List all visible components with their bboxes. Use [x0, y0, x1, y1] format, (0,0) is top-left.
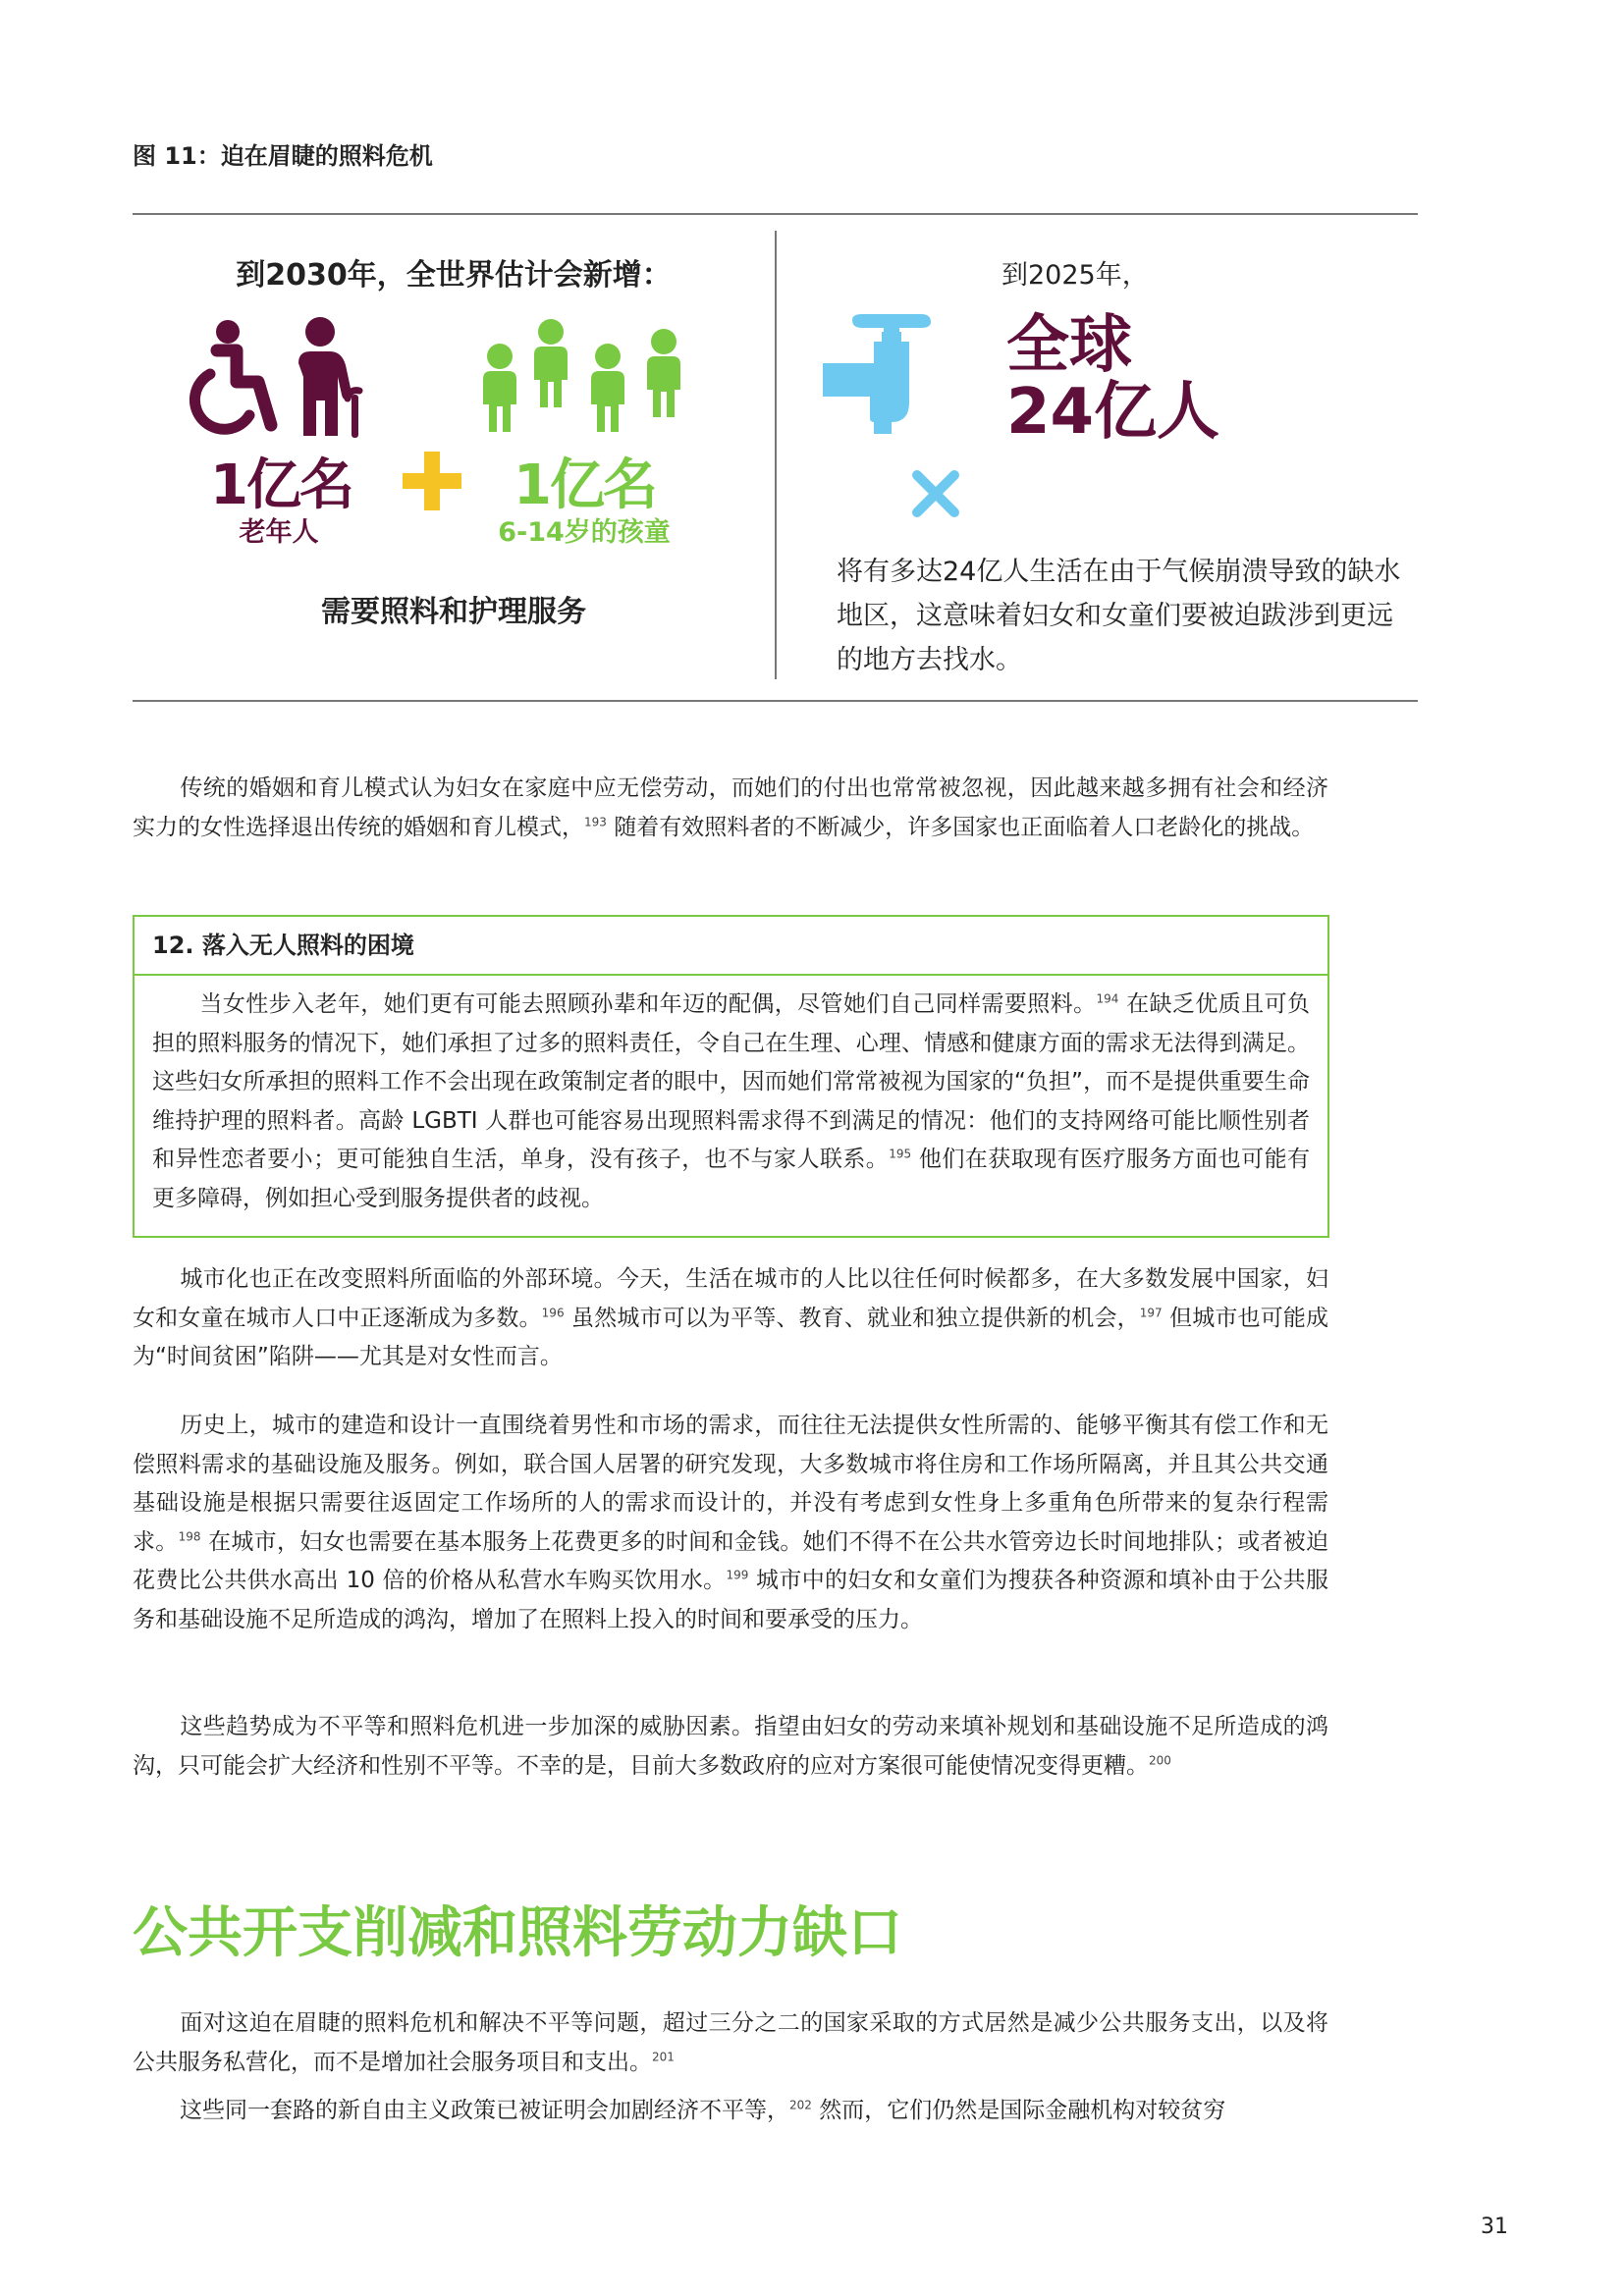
figure-right-date: 到2025年，: [1001, 260, 1149, 291]
paragraph-text: 面对这迫在眉睫的照料危机和解决不平等问题，超过三分之二的国家采取的方式居然是减少公共服务支出，以及将公共服务私营化，而不是增加社会服务项目和支出。: [133, 2010, 1328, 2075]
paragraph-5: [133, 2004, 1328, 2082]
box-text: 在缺乏优质且可负担的照料服务的情况下，她们承担了过多的照料责任，令自己在生理、心理、情感和健康方面的需求无法得到满足。这些妇女所承担的照料工作不会出现在政策制定者的眼中，因而她们常常被视为国家的“负担”，而不是提供重要生命维持护理的照料者。高龄 LGBTI 人群也可能容易出现照料需求得不到满足的情况：他们的支持网络可能比顺性别者和异性恋者要小；更可能独自生活，单身，没有孩子，也不与家人联系。: [152, 991, 1310, 1172]
child-icon: [587, 344, 628, 434]
figure-right-big-line1: 全球: [1006, 309, 1132, 382]
footnote-ref: 197: [1139, 1305, 1163, 1319]
footnote-ref: 199: [726, 1568, 749, 1582]
footnote-ref: 196: [541, 1305, 565, 1319]
paragraph-text: 城市中的妇女和女童们为搜获各种资源和填补由于公共服务和基础设施不足所造成的鸿沟，增加了在照料上投入的时间和要承受的压力。: [133, 1568, 1328, 1632]
case-box-title: 12. 落入无人照料的困境: [135, 917, 1327, 976]
paragraph-text: 然而，它们仍然是国际金融机构对较贫穷: [811, 2098, 1226, 2123]
footnote-ref: 195: [889, 1147, 912, 1161]
child-icon: [479, 344, 520, 434]
paragraph-text: 随着有效照料者的不断减少，许多国家也正面临着人口老龄化的挑战。: [606, 814, 1315, 840]
elderly-label: 老年人: [239, 517, 319, 548]
paragraph-text: 传统的婚姻和育儿模式认为妇女在家庭中应无偿劳动，而她们的付出也常常被忽视，因此越来越多拥有社会和经济实力的女性选择退出传统的婚姻和育儿模式，: [133, 775, 1328, 840]
footnote-ref: 194: [1096, 991, 1119, 1006]
paragraph-text: 历史上，城市的建造和设计一直围绕着男性和市场的需求，而往往无法提供女性所需的、能够平衡其有偿工作和无偿照料需求的基础设施及服务。例如，联合国人居署的研究发现，大多数城市将住房和工作场所隔离，并且其公共交通基础设施是根据只需要往返固定工作场所的人的需求而设计的，并没有考虑到女性身上多重角色所带来的复杂行程需求。: [133, 1413, 1328, 1555]
paragraph-text: 在城市，妇女也需要在基本服务上花费更多的时间和金钱。她们不得不在公共水管旁边长时间地排队；或者被迫花费比公共供水高出 10 倍的价格从私营水车购买饮用水。: [133, 1528, 1329, 1593]
section-title: 公共开支削减和照料劳动力缺口: [133, 1901, 902, 1965]
paragraph-text: 这些趋势成为不平等和照料危机进一步加深的威胁因素。指望由妇女的劳动来填补规划和基础设施不足所造成的鸿沟，只可能会扩大经济和性别不平等。不幸的是，目前大多数政府的应对方案很可能使情况变得更糟。: [133, 1714, 1328, 1779]
figure-right-big-line2: 24亿人: [1006, 376, 1220, 449]
figure-top-rule: [133, 213, 1418, 215]
footnote-ref: 198: [178, 1528, 201, 1543]
paragraph-4: [133, 1708, 1328, 1786]
figure-divider: [775, 231, 777, 679]
child-icon: [530, 319, 571, 409]
paragraph-text: 虽然城市可以为平等、教育、就业和独立提供新的机会，: [564, 1305, 1140, 1331]
box-text: 他们在获取现有医疗服务方面也可能有更多障碍，例如担心受到服务提供者的歧视。: [152, 1147, 1311, 1211]
cross-icon: [911, 469, 960, 518]
paragraph-3: [133, 1407, 1328, 1639]
paragraph-1: [133, 770, 1328, 847]
paragraph-text: 这些同一套路的新自由主义政策已被证明会加剧经济不平等，: [180, 2098, 789, 2123]
paragraph-2: [133, 1260, 1328, 1377]
footnote-ref: 201: [652, 2049, 675, 2063]
figure-bottom-rule: [133, 700, 1418, 702]
plus-icon: [403, 452, 461, 510]
children-label: 6-14岁的孩童: [498, 517, 671, 548]
footnote-ref: 200: [1149, 1752, 1171, 1767]
case-box-body: [135, 976, 1327, 1218]
figure-left-footer: 需要照料和护理服务: [321, 595, 586, 629]
children-count: 1亿名: [514, 454, 656, 517]
figure-left-heading: 到2030年，全世界估计会新增：: [236, 258, 672, 293]
water-tap-icon: [823, 312, 960, 445]
figure-right-text: 将有多达24亿人生活在由于气候崩溃导致的缺水地区，这意味着妇女和女童们要被迫跋涉到更远的地方去找水。: [837, 557, 1401, 675]
wheelchair-icon: [189, 319, 279, 435]
elderly-person-icon: [291, 316, 373, 440]
footnote-ref: 202: [789, 2098, 812, 2112]
figure-caption: 图 11：迫在眉睫的照料危机: [133, 142, 433, 170]
case-box: [133, 915, 1329, 1238]
elderly-count: 1亿名: [210, 454, 352, 517]
paragraph-text: 但城市也可能成为“时间贫困”陷阱——尤其是对女性而言。: [133, 1305, 1329, 1369]
paragraph-text: 城市化也正在改变照料所面临的外部环境。今天，生活在城市的人比以往任何时候都多，在大多数发展中国家，妇女和女童在城市人口中正逐渐成为多数。: [133, 1266, 1328, 1331]
box-text: 当女性步入老年，她们更有可能去照顾孙辈和年迈的配偶，尽管她们自己同样需要照料。: [199, 991, 1097, 1017]
page-number: 31: [1481, 2215, 1508, 2239]
child-icon: [643, 329, 684, 419]
paragraph-6: [133, 2092, 1328, 2131]
footnote-ref: 193: [584, 814, 607, 828]
